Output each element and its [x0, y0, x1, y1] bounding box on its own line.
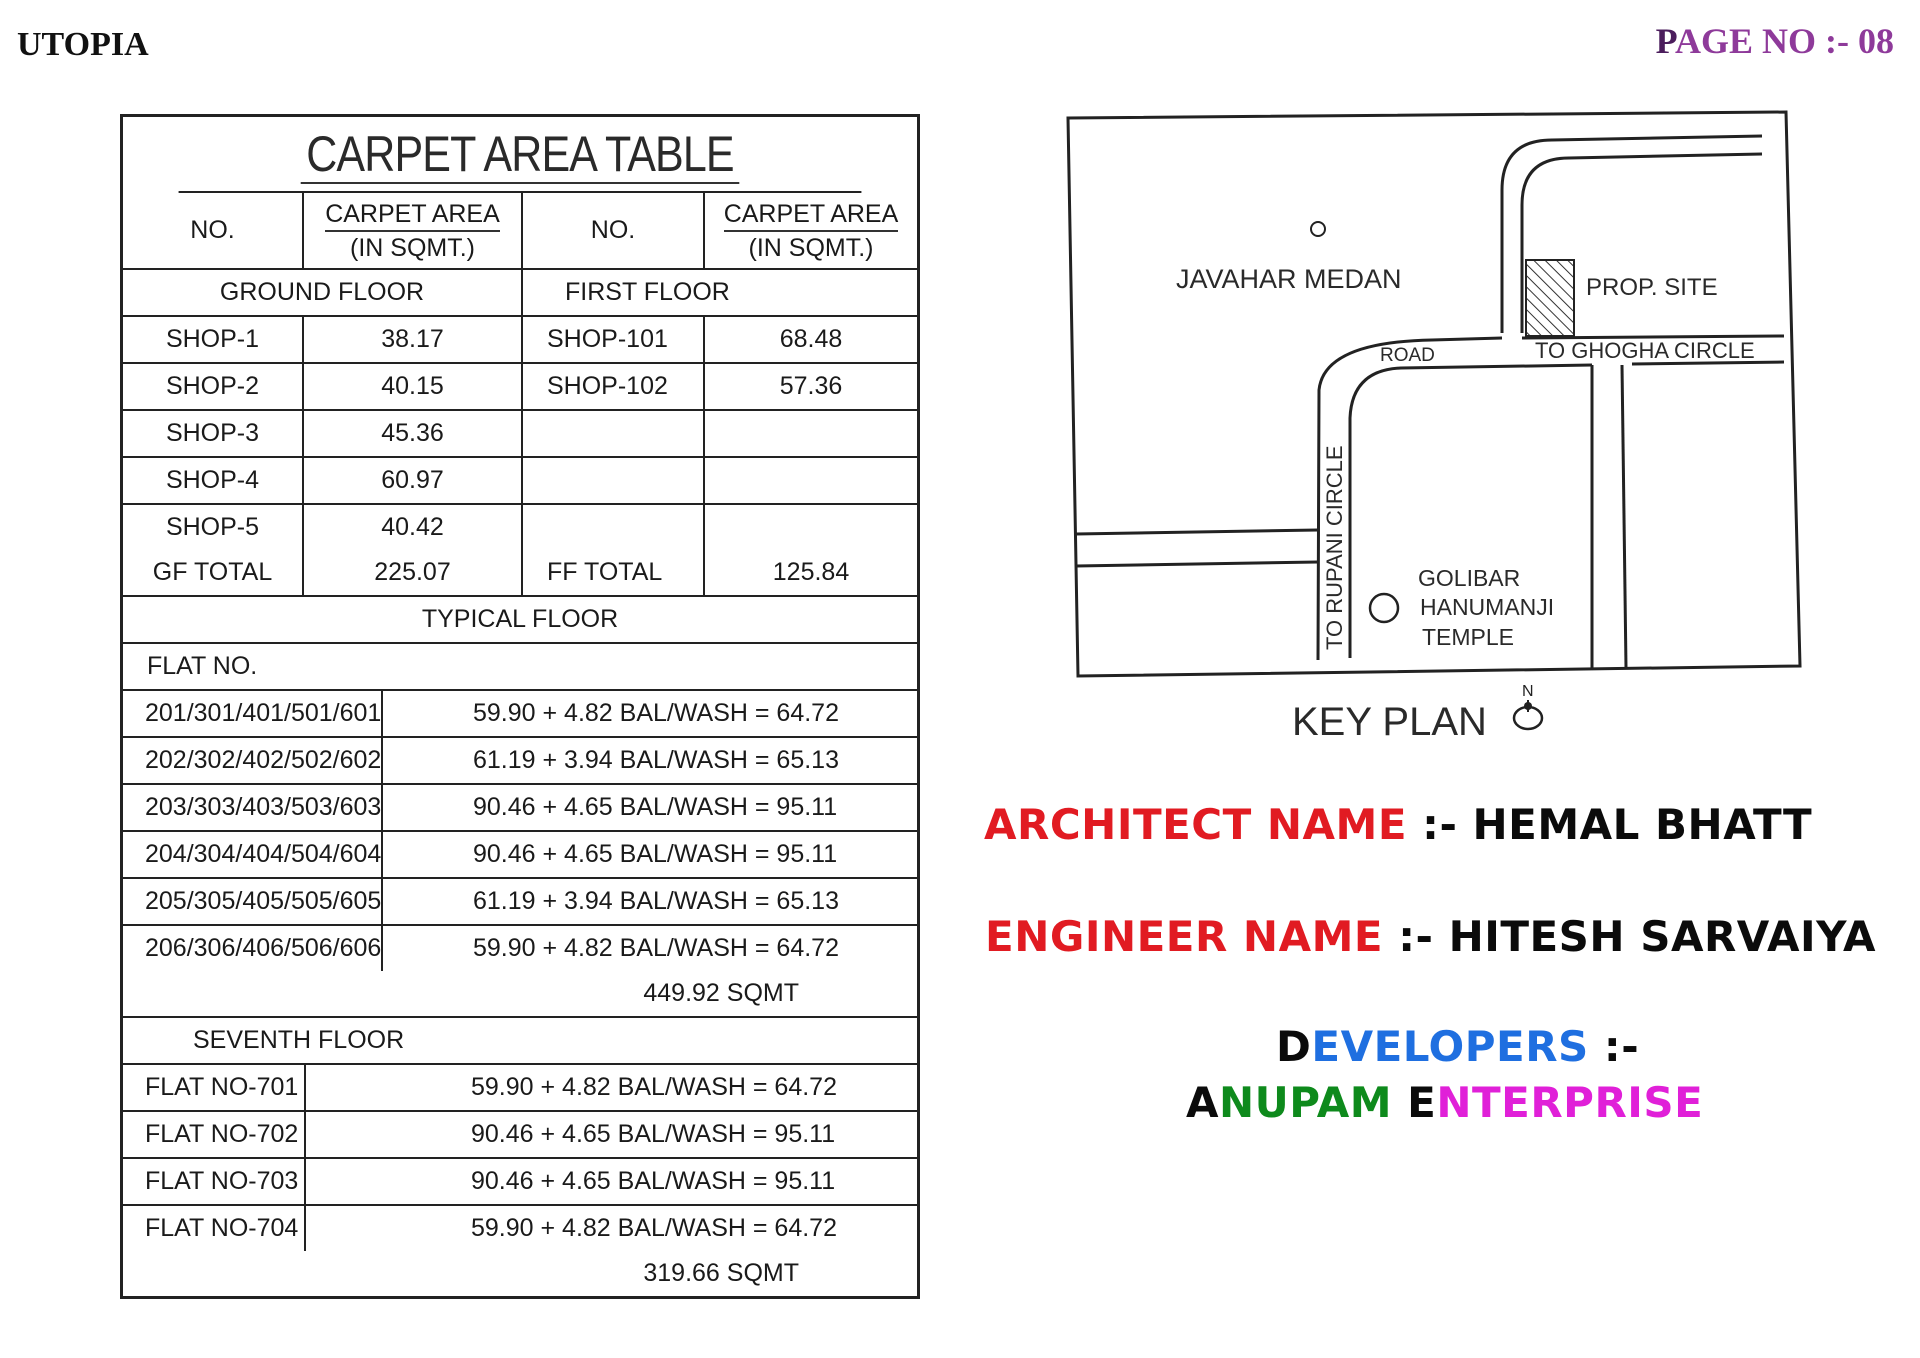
- engineer-label: ENGINEER NAME: [985, 912, 1384, 961]
- seventh-flat-no: FLAT NO-703: [123, 1159, 306, 1204]
- gf-unit-area: 60.97: [304, 458, 523, 503]
- table-header-row: [123, 193, 917, 270]
- ff-unit-no: SHOP-102: [523, 364, 705, 409]
- header-no-left: NO.: [123, 193, 304, 268]
- table-row: [123, 411, 917, 458]
- first-floor-label: FIRST FLOOR: [565, 278, 730, 306]
- javahar-marker: [1311, 222, 1325, 236]
- architect-name: HEMAL BHATT: [1472, 800, 1813, 849]
- ff-unit-area: [705, 505, 917, 550]
- typical-flat-area: 61.19 + 3.94 BAL/WASH = 65.13: [473, 746, 839, 774]
- prop-site-label: PROP. SITE: [1586, 274, 1718, 301]
- developer-name: ANUPAM ENTERPRISE: [1186, 1078, 1704, 1127]
- ff-unit-area: [705, 458, 917, 503]
- ground-floor-label: GROUND FLOOR: [123, 270, 523, 315]
- prop-site-hatch: [1526, 260, 1574, 336]
- header-no-right: NO.: [523, 193, 705, 268]
- typical-flat-nos: 206/306/406/506/606: [123, 926, 383, 971]
- rupani-label: TO RUPANI CIRCLE: [1322, 445, 1347, 650]
- key-plan-map: [1066, 110, 1802, 680]
- table-row: [123, 1159, 917, 1206]
- floor-label-row: [123, 270, 917, 317]
- header-area-right: CARPET AREA (IN SQMT.): [723, 199, 899, 262]
- engineer-name: HITESH SARVAIYA: [1448, 912, 1876, 961]
- engineer-credit: ENGINEER NAME :- HITESH SARVAIYA: [985, 912, 1876, 961]
- gf-unit-area: 38.17: [304, 317, 523, 362]
- gf-unit-no: SHOP-4: [123, 458, 304, 503]
- temple-label-3: TEMPLE: [1422, 624, 1515, 650]
- table-row: [123, 1206, 917, 1251]
- typical-floor-row: [123, 597, 917, 644]
- table-row: [123, 785, 917, 832]
- typical-flat-area: 61.19 + 3.94 BAL/WASH = 65.13: [473, 887, 839, 915]
- architect-credit: ARCHITECT NAME :- HEMAL BHATT: [984, 800, 1813, 849]
- typical-flat-nos: 205/305/405/505/605: [123, 879, 383, 924]
- table-row: [123, 458, 917, 505]
- gf-unit-area: 45.36: [304, 411, 523, 456]
- temple-marker: [1370, 594, 1398, 622]
- ghogha-label: TO GHOGHA CIRCLE: [1535, 338, 1755, 363]
- gf-unit-no: SHOP-5: [123, 505, 304, 550]
- seventh-total: 319.66 SQMT: [643, 1259, 799, 1287]
- temple-label-2: HANUMANJI: [1420, 594, 1555, 620]
- ff-total-label: FF TOTAL: [523, 550, 705, 595]
- table-row: [123, 691, 917, 738]
- gf-total-label: GF TOTAL: [123, 550, 304, 595]
- ff-unit-no: [523, 411, 705, 456]
- seventh-flat-area: 59.90 + 4.82 BAL/WASH = 64.72: [471, 1073, 837, 1101]
- temple-label-1: GOLIBAR: [1418, 565, 1521, 591]
- typical-flat-area: 59.90 + 4.82 BAL/WASH = 64.72: [473, 699, 839, 727]
- seventh-flat-area: 59.90 + 4.82 BAL/WASH = 64.72: [471, 1214, 837, 1242]
- seventh-flat-area: 90.46 + 4.65 BAL/WASH = 95.11: [471, 1167, 836, 1195]
- ff-total-value: 125.84: [772, 558, 850, 586]
- road-edge: [1076, 562, 1318, 566]
- typical-total-row: [123, 971, 917, 1018]
- seventh-floor-label: SEVENTH FLOOR: [193, 1026, 405, 1054]
- gf-unit-no: SHOP-2: [123, 364, 304, 409]
- seventh-flat-no: FLAT NO-701: [123, 1065, 306, 1110]
- typical-flat-area: 59.90 + 4.82 BAL/WASH = 64.72: [473, 934, 839, 962]
- table-row: [123, 317, 917, 364]
- ff-unit-area: 57.36: [779, 372, 843, 400]
- gf-unit-area: 40.15: [304, 364, 523, 409]
- flat-no-label: FLAT NO.: [147, 652, 258, 680]
- typical-floor-label: TYPICAL FLOOR: [421, 605, 619, 633]
- road-edge: [1622, 365, 1626, 668]
- table-row: [123, 1065, 917, 1112]
- road-label: ROAD: [1380, 345, 1435, 366]
- typical-flat-nos: 202/302/402/502/602: [123, 738, 383, 783]
- table-row: [123, 505, 917, 550]
- seventh-flat-no: FLAT NO-704: [123, 1206, 306, 1251]
- gf-unit-no: SHOP-1: [123, 317, 304, 362]
- javahar-label: JAVAHAR MEDAN: [1176, 264, 1402, 294]
- gf-unit-no: SHOP-3: [123, 411, 304, 456]
- header-area-left: CARPET AREA (IN SQMT.): [304, 193, 523, 268]
- table-row: [123, 926, 917, 971]
- document-name: UTOPIA: [17, 26, 149, 63]
- seventh-total-row: [123, 1251, 917, 1296]
- key-plan-drawing: [1066, 110, 1802, 680]
- seventh-flat-area: 90.46 + 4.65 BAL/WASH = 95.11: [471, 1120, 836, 1148]
- north-arrow-icon: [1508, 680, 1548, 740]
- page-number-initial: P: [1655, 21, 1675, 61]
- ff-unit-no: [523, 505, 705, 550]
- table-row: [123, 1112, 917, 1159]
- carpet-area-table: [120, 114, 920, 1299]
- ff-unit-no: [523, 458, 705, 503]
- gf-unit-area: 40.42: [304, 505, 523, 550]
- table-title: CARPET AREA TABLE: [179, 117, 862, 193]
- page-number: [1656, 20, 1894, 62]
- seventh-floor-row: [123, 1018, 917, 1065]
- flat-no-row: [123, 644, 917, 691]
- table-row: [123, 832, 917, 879]
- floor-total-row: [123, 550, 917, 597]
- architect-label: ARCHITECT NAME: [984, 800, 1408, 849]
- svg-text:N: N: [1522, 683, 1534, 700]
- table-row: [123, 879, 917, 926]
- typical-flat-area: 90.46 + 4.65 BAL/WASH = 95.11: [473, 840, 838, 868]
- table-row: [123, 738, 917, 785]
- typical-total: 449.92 SQMT: [643, 979, 799, 1007]
- typical-flat-nos: 204/304/404/504/604: [123, 832, 383, 877]
- ff-unit-no: SHOP-101: [523, 317, 705, 362]
- gf-total-value: 225.07: [304, 550, 523, 595]
- typical-flat-nos: 203/303/403/503/603: [123, 785, 383, 830]
- ff-unit-area: [705, 411, 917, 456]
- typical-flat-nos: 201/301/401/501/601: [123, 691, 383, 736]
- map-frame: [1068, 112, 1800, 676]
- key-plan-title: KEY PLAN: [1292, 700, 1487, 744]
- developers-label: DEVELOPERS :-: [1276, 1022, 1640, 1071]
- page-number-rest: AGE NO :- 08: [1675, 21, 1894, 61]
- typical-flat-area: 90.46 + 4.65 BAL/WASH = 95.11: [473, 793, 838, 821]
- table-row: [123, 364, 917, 411]
- seventh-flat-no: FLAT NO-702: [123, 1112, 306, 1157]
- ff-unit-area: 68.48: [779, 325, 843, 353]
- road-edge: [1076, 530, 1318, 534]
